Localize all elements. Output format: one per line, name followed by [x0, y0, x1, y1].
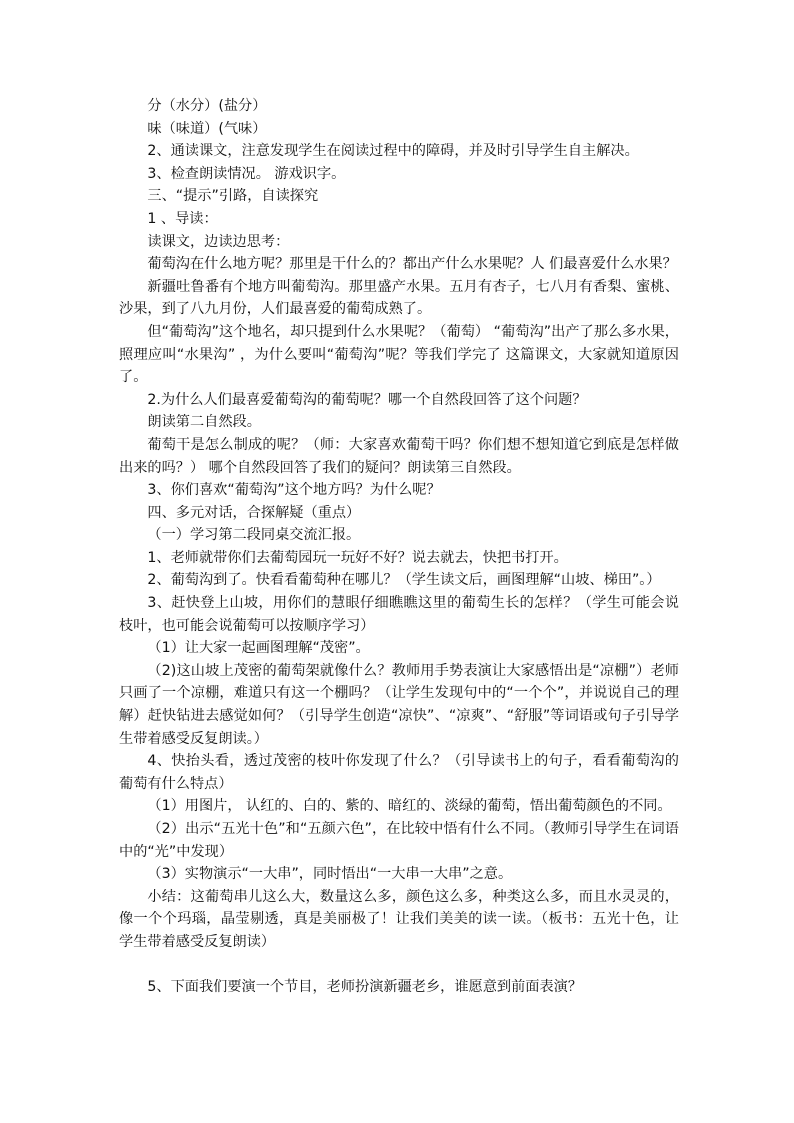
- text-line: 1、老师就带你们去葡萄园玩一玩好不好？说去就去，快把书打开。: [147, 549, 568, 566]
- document-body: [119, 95, 679, 998]
- text-line: （1）让大家一起画图理解“茂密”。: [147, 640, 370, 657]
- text-line: 3、检查朗读情况。 游戏识字。: [147, 165, 346, 182]
- subsection-heading: 1 、导读：: [147, 210, 218, 227]
- text-paragraph: 4、快抬头看，透过茂密的枝叶你发现了什么？（引导读书上的句子，看看葡萄沟的葡萄有什么特点）: [119, 753, 679, 792]
- text-paragraph: 新疆吐鲁番有个地方叫葡萄沟。那里盛产水果。五月有杏子，七八月有香梨、蜜桃、沙果，到了八九月份，人们最喜爱的葡萄成熟了。: [119, 278, 679, 318]
- text-paragraph: （2）出示“五光十色”和“五颜六色”，在比较中悟有什么不同。（教师引导学生在词语中的“光”中发现）: [119, 821, 679, 860]
- text-line: 味（味道）(气味）: [147, 120, 267, 137]
- text-paragraph: 3、赶快登上山坡，用你们的慧眼仔细瞧瞧这里的葡萄生长的怎样？（学生可能会说枝叶，也可能会说葡萄可以按顺序学习）: [119, 595, 679, 634]
- text-paragraph: （2)这山坡上茂密的葡萄架就像什么？教师用手势表演让大家感悟出是“凉棚”）老师只画了一个凉棚，难道只有这一个棚吗？（让学生发现句中的“一个个”，并说说自己的理解）赶快钻进去感觉如何？（引导学生创造“凉快”、“凉爽”、“舒服”等词语或句子引导学生带着感受反复朗读。）: [119, 662, 679, 747]
- section-heading: 四、多元对话，合探解疑（重点）: [147, 504, 361, 521]
- text-line: （3）实物演示“一大串”，同时悟出“一大串一大串”之意。: [147, 866, 513, 883]
- text-paragraph: 葡萄干是怎么制成的呢？（师：大家喜欢葡萄干吗？你们想不想知道它到底是怎样做出来的吗？） 哪个自然段回答了我们的疑问？朗读第三自然段。: [119, 436, 679, 476]
- summary-paragraph: 小结：这葡萄串儿这么大，数量这么多，颜色这么多，种类这么多，而且水灵灵的，像一个个玛瑙，晶莹剔透，真是美丽极了！让我们美美的读一读。（板书：五光十色，让学生带着感受反复朗读）: [119, 888, 679, 950]
- text-line: 5、下面我们要演一个节目，老师扮演新疆老乡，谁愿意到前面表演？: [147, 978, 583, 995]
- text-paragraph: 葡萄沟在什么地方呢？那里是干什么的？都出产什么水果呢？人 们最喜爱什么水果？: [147, 256, 677, 273]
- subsection-heading: （一）学习第二段同桌交流汇报。: [147, 527, 361, 544]
- text-paragraph: 2、通读课文，注意发现学生在阅读过程中的障碍，并及时引导学生自主解决。: [147, 143, 639, 160]
- text-line: 读课文，边读边思考：: [147, 233, 290, 250]
- text-line: 朗读第二自然段。: [147, 414, 261, 431]
- text-line: 2.为什么人们最喜爱葡萄沟的葡萄呢？哪一个自然段回答了这个问题？: [147, 391, 587, 408]
- section-heading: 三、“提示”引路，自读探究: [147, 188, 319, 205]
- text-line: 分（水分）(盐分）: [147, 98, 267, 114]
- text-line: 3、你们喜欢“葡萄沟”这个地方吗？为什么呢？: [147, 482, 441, 499]
- text-paragraph: 但“葡萄沟”这个地名，却只提到什么水果呢？（葡萄） “葡萄沟”出产了那么多水果，照理应叫“水果沟” ，为什么要叫“葡萄沟”呢？等我们学完了 这篇课文，大家就知道原因了。: [119, 323, 679, 386]
- text-paragraph: 2、葡萄沟到了。快看看葡萄种在哪儿？（学生读文后，画图理解“山坡、梯田”。）: [147, 572, 661, 589]
- text-paragraph: （1）用图片， 认红的、白的、紫的、暗红的、淡绿的葡萄，悟出葡萄颜色的不同。: [147, 798, 672, 815]
